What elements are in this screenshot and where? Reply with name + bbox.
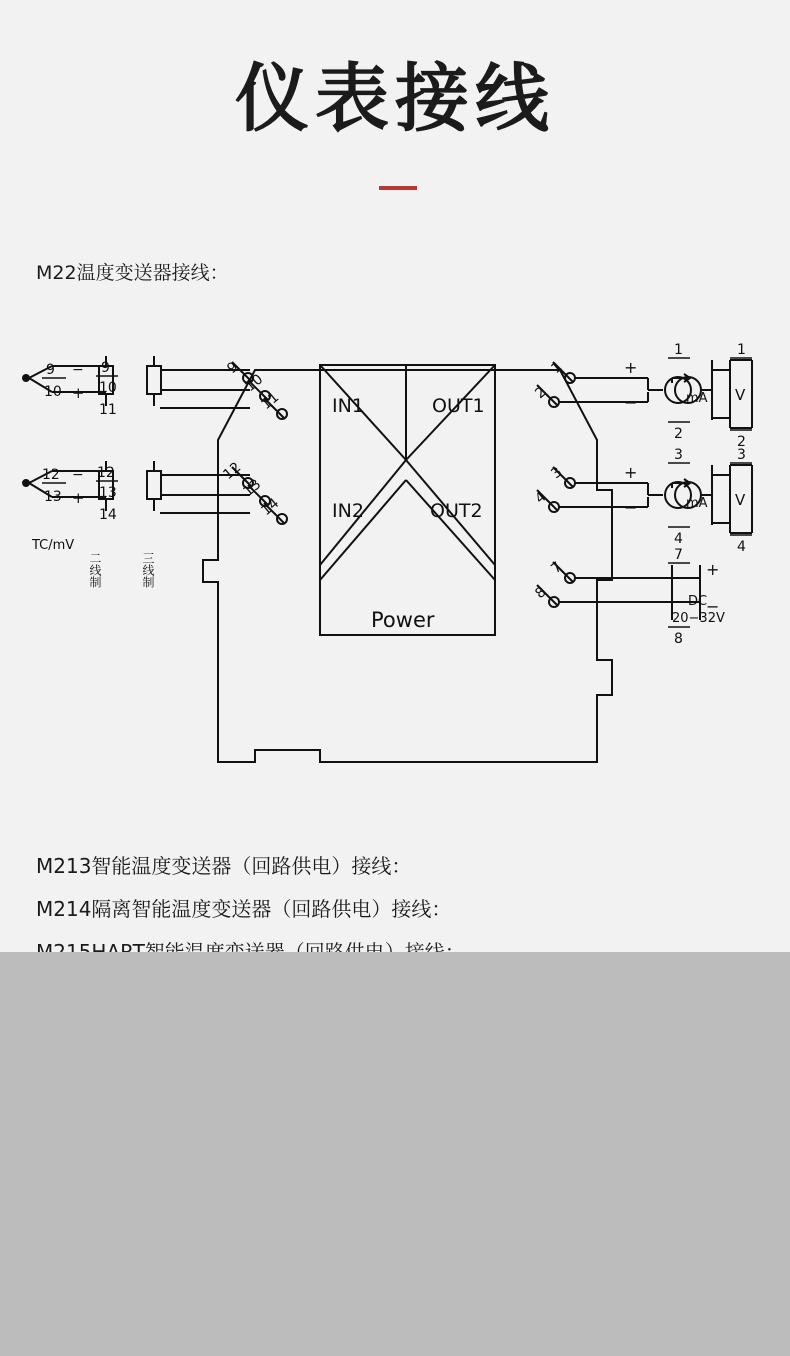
twowire1-label-11: 11 [99, 402, 117, 418]
terminal-label-13: 13 [240, 476, 265, 501]
terminal-label-7: 7 [548, 559, 566, 578]
sensor2-minus-sign: − [72, 467, 84, 483]
sensor2-plus-sign: + [72, 489, 85, 507]
label-out2: OUT2 [430, 500, 483, 522]
power-plus-sign: + [706, 560, 720, 579]
label-in1: IN1 [332, 395, 364, 417]
v2-label: V [735, 491, 746, 509]
label-in2: IN2 [332, 500, 364, 522]
ma2-bottom-terminal: 4 [674, 531, 683, 547]
sensor1-plus-sign: + [72, 384, 85, 402]
terminal-label-10: 10 [242, 371, 267, 396]
ma2-top-terminal: 3 [674, 447, 683, 463]
twowire1-label-9: 9 [101, 360, 110, 376]
power-bottom-terminal: 8 [674, 631, 683, 647]
sensor1-minus-sign: − [72, 362, 84, 378]
sensor1-top-terminal: 9 [46, 362, 55, 378]
section-heading-m214: M214隔离智能温度变送器（回路供电）接线： [36, 897, 452, 921]
label-power: Power [371, 608, 435, 632]
twowire2-label-12: 12 [97, 465, 115, 481]
sensor2-top-terminal: 12 [42, 467, 60, 483]
ma1-minus-sign: − [624, 393, 638, 412]
v1-label: V [735, 386, 746, 404]
label-out1: OUT1 [432, 395, 485, 417]
terminal-label-2: 2 [532, 384, 550, 403]
ma1-label: mA [686, 391, 708, 406]
title-underline-rule [379, 186, 417, 190]
ma2-label: mA [686, 496, 708, 511]
twowire2-label-14: 14 [99, 507, 117, 523]
ma2-plus-sign: + [624, 463, 638, 482]
ma1-bottom-terminal: 2 [674, 426, 683, 442]
terminal-label-11: 11 [258, 389, 283, 414]
power-top-terminal: 7 [674, 547, 683, 563]
power-label-voltage: 20−32V [672, 611, 725, 626]
caption-tc-mv: TC/mV [32, 538, 75, 553]
terminal-label-3: 3 [548, 464, 566, 483]
terminal-label-14: 14 [258, 495, 283, 520]
v1-bottom-terminal: 2 [737, 434, 746, 450]
ma1-top-terminal: 1 [674, 342, 683, 358]
v1-top-terminal: 1 [737, 342, 746, 358]
ma2-minus-sign: − [624, 498, 638, 517]
terminal-label-1: 1 [548, 359, 566, 378]
ma1-plus-sign: + [624, 358, 638, 377]
bottom-gray-area [0, 952, 790, 1356]
twowire2-label-13: 13 [99, 485, 117, 501]
v2-top-terminal: 3 [737, 447, 746, 463]
section-heading-m213: M213智能温度变送器（回路供电）接线： [36, 854, 412, 878]
terminal-label-9: 9 [224, 359, 242, 378]
sensor1-bottom-terminal: 10 [44, 384, 62, 400]
twowire1-label-10: 10 [99, 380, 117, 396]
terminal-label-12: 12 [220, 459, 245, 484]
sensor2-bottom-terminal: 13 [44, 489, 62, 505]
v2-bottom-terminal: 4 [737, 539, 746, 555]
power-minus-sign: − [706, 597, 720, 616]
power-label-dc: DC [688, 594, 708, 609]
wiring-diagram [0, 330, 790, 850]
caption-three-wire: 三线制 [141, 552, 155, 588]
terminal-label-4: 4 [532, 489, 550, 508]
caption-two-wire: 二线制 [88, 552, 102, 588]
terminal-label-8: 8 [532, 584, 550, 603]
section-heading-m22: M22温度变送器接线： [36, 262, 229, 284]
page-title: 仪表接线 [235, 56, 555, 142]
